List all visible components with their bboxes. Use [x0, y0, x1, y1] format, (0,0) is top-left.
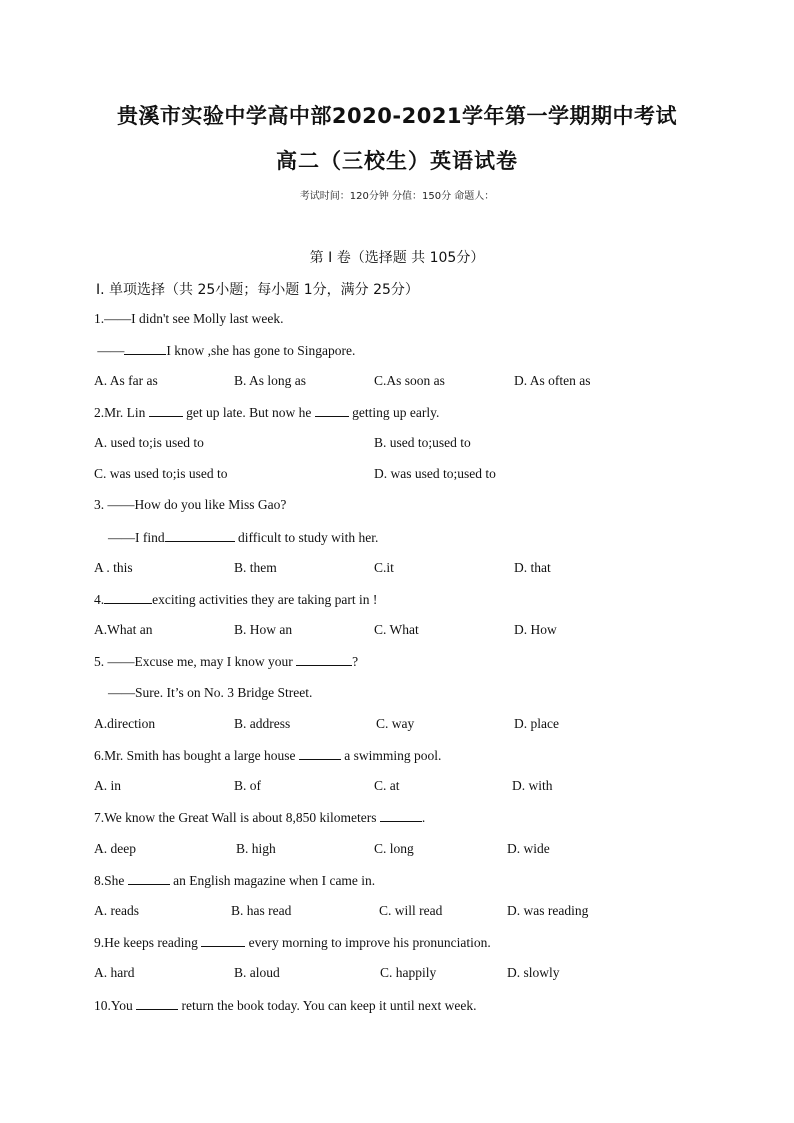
option-d: D. How	[514, 622, 557, 637]
option-c: C.As soon as	[374, 373, 445, 388]
answer-blank	[296, 653, 352, 666]
option-d: D. was reading	[507, 903, 589, 918]
option-c: C.it	[374, 560, 394, 575]
option-b: B. used to;used to	[374, 435, 471, 450]
answer-blank	[128, 872, 170, 885]
option-a: A. used to;is used to	[94, 435, 204, 450]
answer-blank	[104, 591, 152, 604]
option-b: B. aloud	[234, 965, 280, 980]
exam-subtitle: 高二（三校生）英语试卷	[276, 149, 518, 173]
exam-title: 贵溪市实验中学高中部2020-2021学年第一学期期中考试	[116, 104, 678, 128]
option-a: A. deep	[94, 841, 136, 856]
answer-blank	[201, 934, 245, 947]
option-c: C. at	[374, 778, 400, 793]
question-9: 9.He keeps reading every morning to improve his pronunciation.	[94, 935, 491, 950]
question-1: 1.——I didn't see Molly last week.	[94, 311, 284, 326]
option-d: D. As often as	[514, 373, 591, 388]
option-d: D. with	[512, 778, 553, 793]
section-heading: 第 I 卷（选择题 共 105分）	[309, 250, 485, 266]
question-5-response: ——Sure. It’s on No. 3 Bridge Street.	[108, 685, 313, 700]
option-d: D. wide	[507, 841, 550, 856]
option-b: B. of	[234, 778, 261, 793]
option-d: D. that	[514, 560, 551, 575]
option-a: A. As far as	[94, 373, 158, 388]
option-b: B. As long as	[234, 373, 307, 388]
option-b: B. address	[234, 716, 291, 731]
answer-blank	[165, 529, 235, 542]
part-heading: Ⅰ. 单项选择（共 25小题；每小题 1分，满分 25分）	[96, 282, 419, 298]
option-d: D. was used to;used to	[374, 466, 496, 481]
answer-blank	[124, 342, 166, 355]
option-b: B. them	[234, 560, 277, 575]
question-5: 5. ——Excuse me, may I know your ?	[94, 654, 359, 669]
option-a: A.direction	[94, 716, 156, 731]
question-8: 8.She an English magazine when I came in.	[94, 873, 376, 888]
question-4: 4. exciting activities they are taking part in !	[94, 592, 378, 607]
question-2: 2.Mr. Lin get up late. But now he getting up early.	[94, 405, 440, 420]
option-c: C. was used to;is used to	[94, 466, 228, 481]
option-b: B. high	[236, 841, 276, 856]
answer-blank	[380, 809, 422, 822]
option-c: C. happily	[380, 965, 437, 980]
option-b: B. How an	[234, 622, 293, 637]
question-10: 10.You return the book today. You can keep it until next week.	[94, 998, 477, 1013]
option-d: D. place	[514, 716, 559, 731]
option-a: A. reads	[94, 903, 139, 918]
question-1-response: —— I know ,she has gone to Singapore.	[94, 343, 356, 358]
question-6: 6.Mr. Smith has bought a large house a swimming pool.	[94, 748, 442, 763]
exam-meta: 考试时间：120分钟 分值：150分 命题人：	[299, 191, 495, 202]
option-a: A.What an	[94, 622, 153, 637]
answer-blank	[136, 997, 178, 1010]
option-a: A . this	[94, 560, 133, 575]
question-3-response: ——I find difficult to study with her.	[108, 530, 379, 545]
option-a: A. hard	[94, 965, 135, 980]
option-b: B. has read	[231, 903, 292, 918]
option-c: C. way	[376, 716, 415, 731]
question-7: 7.We know the Great Wall is about 8,850 kilometers .	[94, 810, 426, 825]
answer-blank	[299, 747, 341, 760]
answer-blank	[149, 404, 183, 417]
option-d: D. slowly	[507, 965, 560, 980]
option-c: C. long	[374, 841, 414, 856]
question-3: 3. ——How do you like Miss Gao?	[94, 497, 287, 512]
answer-blank	[315, 404, 349, 417]
option-a: A. in	[94, 778, 121, 793]
option-c: C. What	[374, 622, 419, 637]
option-c: C. will read	[379, 903, 443, 918]
